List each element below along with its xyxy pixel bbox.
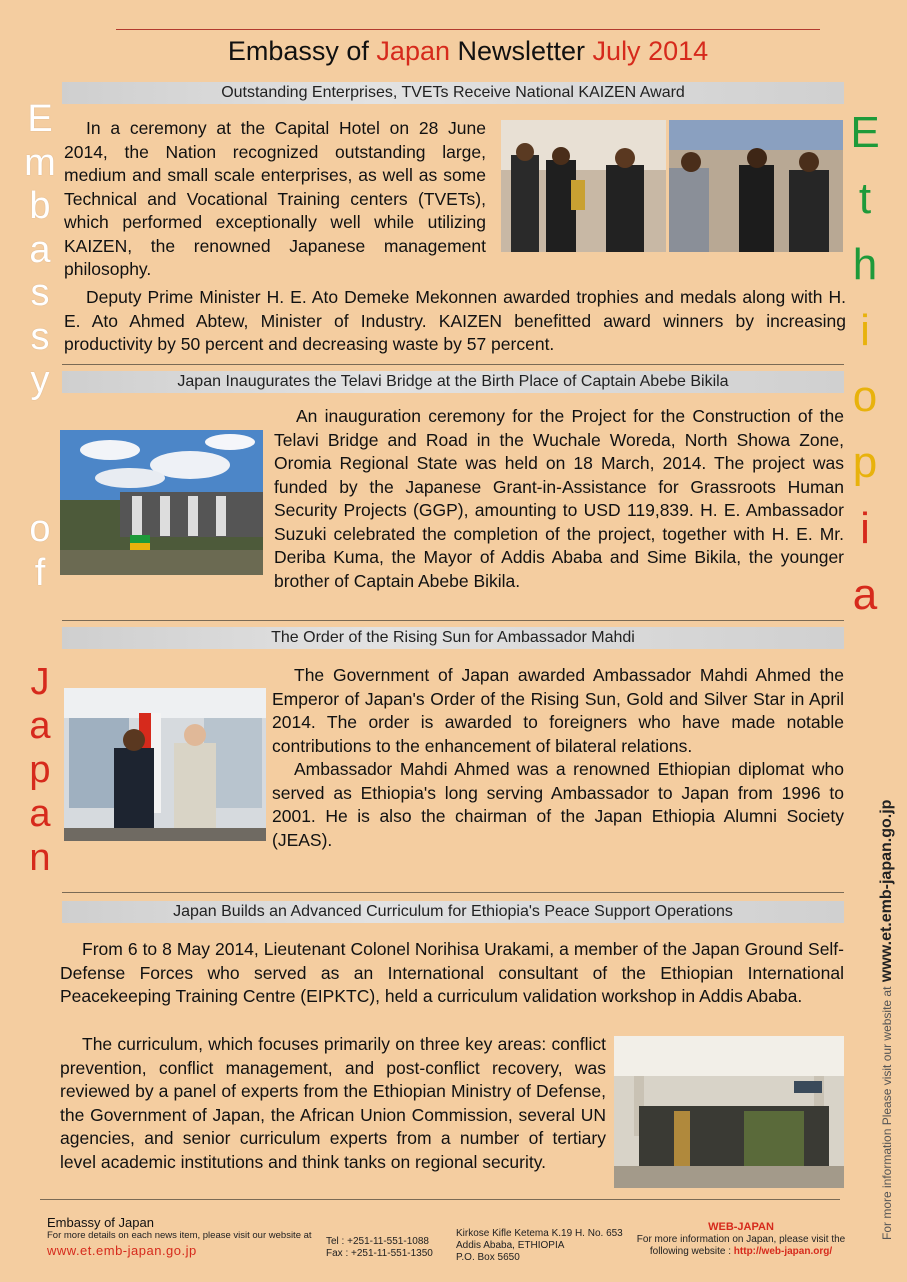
divider [62,892,844,893]
left-vertical-of: o f [29,508,51,594]
side-website-url[interactable]: www.et.emb-japan.go.jp [878,799,895,983]
footer-website-link[interactable]: www.et.emb-japan.go.jp [47,1243,197,1258]
right-vertical-ethiopia: E t h i o p i a [850,108,880,619]
telavi-bridge-photo [60,430,263,575]
article-2-body: An inauguration ceremony for the Project for the Construction of the Telavi Bridge and Road in the Wuchale Woreda, North Showa Zone, Oromia Regional State was held on 18 March, 2014. The project was funded by the Japanese Grant-in-Assistance for Grassroots Human Security Projects (GGP), amounting to USD 119,839. H. E. Ambassador Suzuki celebrated the completion of the project, together with H. E. Mr. Deriba Kuma, the Mayor of Addis Ababa and Sime Bikila, the younger brother of Captain Abebe Bikila. [274,406,844,591]
footer-webjapan: WEB-JAPAN For more information on Japan, please visit the following website : http://web-japan.org/ [636,1221,846,1257]
article-4-heading: Japan Builds an Advanced Curriculum for Ethiopia's Peace Support Operations [62,901,844,923]
article-2-heading: Japan Inaugurates the Telavi Bridge at the Birth Place of Captain Abebe Bikila [62,371,844,393]
article-1-heading: Outstanding Enterprises, TVETs Receive National KAIZEN Award [62,82,844,104]
divider [62,620,844,621]
left-vertical-embassy: E m b a s s y [24,98,56,401]
webjapan-link[interactable]: http://web-japan.org/ [733,1246,833,1257]
article-1-body-2: Deputy Prime Minister H. E. Ato Demeke Mekonnen awarded trophies and medals along with H. E. Ato Ahmed Abtew, Minister of Industry. KAIZEN benefitted award winners by increasing productivity by 50 percent and decreasing waste by 57 percent. [64,287,846,354]
divider [62,364,844,365]
kaizen-award-photo-1 [501,120,666,252]
footer-contact [326,1236,446,1260]
left-vertical-japan: J a p a n [29,661,51,879]
footer-embassy [47,1215,327,1259]
header-rule [116,29,820,30]
kaizen-award-photo-2 [669,120,843,252]
article-3-heading: The Order of the Rising Sun for Ambassador Mahdi [62,627,844,649]
newsletter-title: Embassy of Japan Newsletter July 2014 [227,36,709,66]
footer-more-details: For more details on each news item, please visit our website at [47,1230,312,1241]
footer-org: Embassy of Japan [47,1215,154,1230]
peace-operations-group-photo [614,1036,844,1188]
footer-rule [40,1199,840,1200]
article-1-body: In a ceremony at the Capital Hotel on 28 June 2014, the Nation recognized outstanding large, medium and small scale enterprises, as well as some Technical and Vocational Training centers (TVETs), which performed exceptionally well while utilizing KAIZEN, the renowned Japanese management philosophy. [64,118,486,279]
ambassador-mahdi-photo [64,688,266,841]
article-4-body-2: The curriculum, which focuses primarily on three key areas: conflict prevention, conflict management, and post-conflict recovery, was reviewed by a panel of experts from the Ethiopian Ministry of Defense, the Government of Japan, the African Union Commission, several UN agencies, and senior curriculum experts from a number of tertiary level academic institutions and think tanks on regional security. [60,1034,606,1172]
article-4-body: From 6 to 8 May 2014, Lieutenant Colonel Norihisa Urakami, a member of the Japan Ground Self-Defense Forces who served as an International consultant of the Ethiopian International Peacekeeping Training Centre (EIPKTC), held a curriculum validation workshop in Addis Ababa. [60,939,844,1006]
article-3-body: The Government of Japan awarded Ambassador Mahdi Ahmed the Emperor of Japan's Order of the Rising Sun, Gold and Silver Star in April 2014. The order is awarded to foreigners who have made notable contributions to the enhancement of bilateral relations. Ambassador Mahdi Ahmed was a renowned Ethiopian diplomat who served as Ethiopia's long serving Ambassador to Japan from 1996 to 2001. He is also the chairman of the Japan Ethiopia Alumni Society (JEAS). [272,665,844,850]
side-website-note: For more information Please visit our website at www.et.emb-japan.go.jp [878,799,895,1240]
footer-tel: Tel : +251-11-551-1088 [326,1236,429,1247]
footer-fax: Fax : +251-11-551-1350 [326,1248,433,1259]
webjapan-title: WEB-JAPAN [708,1221,774,1233]
footer-address: Kirkose Kifle Ketema K.19 H. No. 653 Addis Ababa, ETHIOPIA P.O. Box 5650 [456,1228,623,1263]
